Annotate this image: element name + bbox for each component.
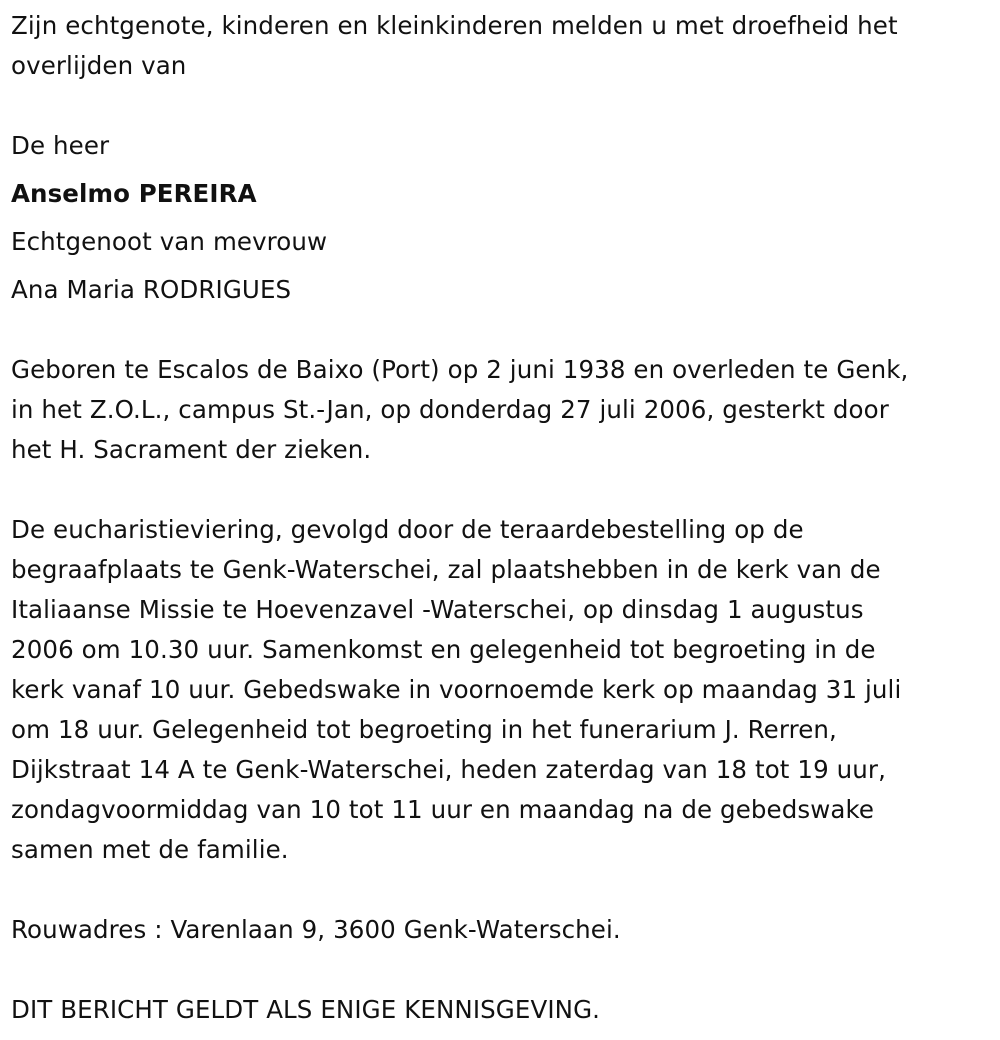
intro-paragraph — [11, 6, 986, 86]
official-notice: DIT BERICHT GELDT ALS ENIGE KENNISGEVING. — [11, 995, 601, 1024]
ceremony-line: Dijkstraat 14 A te Genk-Waterschei, heden zaterdag van 18 tot 19 uur, — [11, 755, 886, 784]
birth-death-line: Geboren te Escalos de Baixo (Port) op 2 juni 1938 en overleden te Genk, — [11, 355, 909, 384]
ceremony-paragraph — [11, 510, 986, 870]
birth-death-paragraph — [11, 350, 986, 470]
salutation: De heer — [11, 131, 110, 160]
deceased-name: Anselmo PEREIRA — [11, 179, 257, 208]
ceremony-line: 2006 om 10.30 uur. Samenkomst en gelegenheid tot begroeting in de — [11, 635, 876, 664]
birth-death-line: in het Z.O.L., campus St.-Jan, op donderdag 27 juli 2006, gesterkt door — [11, 395, 889, 424]
notice-paragraph — [11, 990, 986, 1030]
spouse-relation: Echtgenoot van mevrouw — [11, 227, 328, 256]
ceremony-line: kerk vanaf 10 uur. Gebedswake in voornoemde kerk op maandag 31 juli — [11, 675, 902, 704]
ceremony-line: zondagvoormiddag van 10 tot 11 uur en maandag na de gebedswake — [11, 795, 875, 824]
ceremony-line: samen met de familie. — [11, 835, 289, 864]
deceased-block — [11, 122, 986, 314]
ceremony-line: begraafplaats te Genk-Waterschei, zal plaatshebben in de kerk van de — [11, 555, 881, 584]
birth-death-line: het H. Sacrament der zieken. — [11, 435, 372, 464]
ceremony-line: om 18 uur. Gelegenheid tot begroeting in het funerarium J. Rerren, — [11, 715, 837, 744]
ceremony-line: De eucharistieviering, gevolgd door de teraardebestelling op de — [11, 515, 804, 544]
spouse-name: Ana Maria RODRIGUES — [11, 275, 292, 304]
intro-line: overlijden van — [11, 51, 187, 80]
intro-line: Zijn echtgenote, kinderen en kleinkinderen melden u met droefheid het — [11, 11, 898, 40]
address-paragraph — [11, 910, 986, 950]
mourning-address: Rouwadres : Varenlaan 9, 3600 Genk-Waterschei. — [11, 915, 621, 944]
ceremony-line: Italiaanse Missie te Hoevenzavel -Waterschei, op dinsdag 1 augustus — [11, 595, 864, 624]
